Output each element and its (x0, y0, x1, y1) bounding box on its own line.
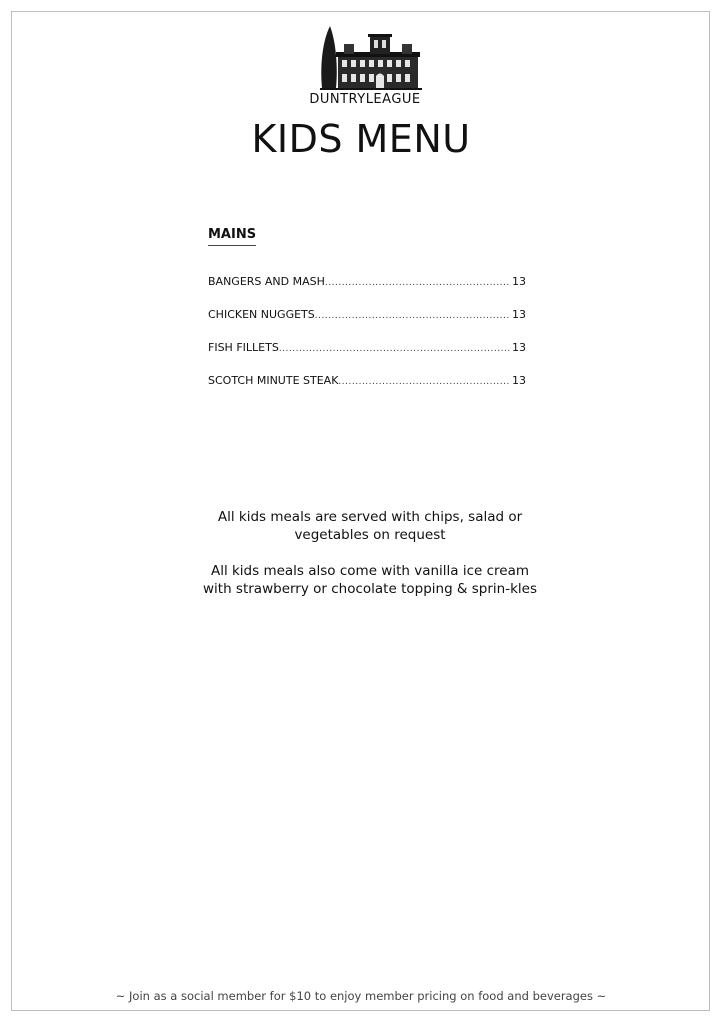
menu-item-price: 13 (512, 341, 526, 354)
dot-leader (315, 311, 510, 321)
menu-title: KIDS MENU (251, 117, 471, 161)
menu-item-price: 13 (512, 374, 526, 387)
menu-item-name: BANGERS AND MASH (208, 275, 325, 288)
menu-item (208, 308, 526, 324)
menu-list (208, 275, 526, 407)
menu-item-name: SCOTCH MINUTE STEAK (208, 374, 339, 387)
note-sides: All kids meals are served with chips, salad or vegetables on request (217, 509, 523, 543)
section-heading-mains: MAINS (208, 227, 256, 246)
building-illustration (300, 22, 430, 92)
duntryleague-logo (300, 22, 430, 114)
dot-leader (338, 377, 510, 387)
menu-item-name: CHICKEN NUGGETS (208, 308, 315, 321)
menu-item-name: FISH FILLETS (208, 341, 279, 354)
menu-item (208, 275, 526, 291)
menu-item-price: 13 (512, 308, 526, 321)
footer-membership-note: ~ Join as a social member for $10 to enjoy member pricing on food and beverages ~ (115, 989, 607, 1003)
note-dessert: All kids meals also come with vanilla ice cream with strawberry or chocolate topping & sprin-kles (203, 563, 537, 597)
menu-item-price: 13 (512, 275, 526, 288)
dot-leader (325, 278, 510, 288)
menu-notes (200, 508, 540, 616)
menu-item (208, 341, 526, 357)
menu-item (208, 374, 526, 390)
dot-leader (279, 344, 510, 354)
logo-wordmark: DUNTRYLEAGUE (309, 92, 421, 107)
